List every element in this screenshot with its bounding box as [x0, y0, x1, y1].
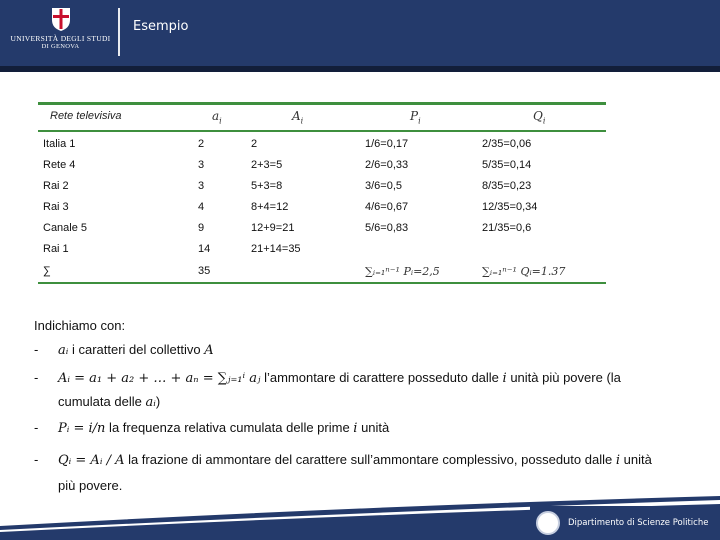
- cell-A: 2+3=5: [251, 159, 283, 171]
- note-text: l’ammontare di carattere posseduto dalle: [260, 370, 503, 385]
- symbol-i: i: [615, 453, 620, 468]
- header-divider: [118, 8, 120, 56]
- note-text: cumulata delle: [58, 394, 146, 409]
- symbol-i: i: [502, 371, 507, 386]
- notes-intro: Indichiamo con:: [34, 318, 126, 333]
- cell-A: 8+4=12: [251, 201, 289, 213]
- note-text: i caratteri del collettivo: [68, 342, 205, 357]
- note-item-P: [34, 416, 389, 440]
- sum-Q-formula: ∑ᵢ₌₁ⁿ⁻¹ Qᵢ=1.37: [482, 265, 566, 278]
- table-header-rule: [38, 130, 606, 132]
- cell-A: 12+9=21: [251, 222, 295, 234]
- note-text: ): [155, 394, 161, 409]
- bullet: -: [34, 342, 39, 357]
- cell-Q: 5/35=0,14: [482, 159, 532, 171]
- sum-symbol: ∑: [43, 265, 51, 277]
- cell-a: 3: [198, 159, 205, 171]
- cell-name: Rai 1: [43, 243, 69, 255]
- header-a-i: $a_i$: [212, 109, 222, 126]
- table-row: [38, 135, 606, 156]
- note-text: unità: [357, 420, 390, 435]
- cell-P: 2/6=0,33: [365, 159, 409, 171]
- department-seal-icon: [536, 511, 560, 535]
- table-sum-row: [38, 262, 606, 283]
- table-row: [38, 177, 606, 198]
- cell-P: 5/6=0,83: [365, 222, 409, 234]
- cell-P: 1/6=0,17: [365, 138, 409, 150]
- note-text: la frequenza relativa cumulata delle prime: [105, 420, 354, 435]
- note-text: unità: [620, 452, 652, 467]
- cell-Q: 8/35=0,23: [482, 180, 532, 192]
- header-Q-i: $Q_i$: [533, 109, 546, 126]
- data-table: [38, 102, 606, 286]
- cell-name: Rai 3: [43, 201, 69, 213]
- header-rete-televisiva: Rete televisiva: [50, 110, 122, 122]
- department-name: Dipartimento di Scienze Politiche: [568, 518, 709, 528]
- cell-a: 14: [198, 243, 211, 255]
- slide-title: Esempio: [133, 19, 189, 34]
- logo-line-2: DI GENOVA: [41, 43, 80, 50]
- symbol-a-i: aᵢ: [58, 343, 69, 358]
- cell-A: 5+3=8: [251, 180, 283, 192]
- crest-icon: [50, 6, 72, 32]
- bullet: -: [34, 370, 39, 385]
- formula-Q-i: Qᵢ = Aᵢ / A: [58, 453, 125, 468]
- table-row: [38, 240, 606, 261]
- note-item-Q: [34, 448, 652, 472]
- cell-name: Italia 1: [43, 138, 76, 150]
- cell-name: Rete 4: [43, 159, 76, 171]
- table-top-rule: [38, 102, 606, 105]
- notes-section: [34, 314, 694, 494]
- cell-name: Rai 2: [43, 180, 69, 192]
- table-row: [38, 156, 606, 177]
- symbol-A: A: [204, 343, 214, 358]
- note-text: la frazione di ammontare del carattere sull’ammontare complessivo, posseduto dalle: [124, 452, 616, 467]
- symbol-a-i: aᵢ: [145, 395, 156, 410]
- note-text: più povere.: [58, 478, 123, 493]
- table-bottom-rule: [38, 282, 606, 284]
- cell-a: 4: [198, 201, 205, 213]
- cell-P: 3/6=0,5: [365, 180, 403, 192]
- formula-A-i: Aᵢ = a₁ + a₂ + … + aₙ = ∑ⱼ₌₁ⁱ aⱼ: [58, 371, 261, 386]
- cell-a: 9: [198, 222, 205, 234]
- table-row: [38, 198, 606, 219]
- cell-Q: 12/35=0,34: [482, 201, 538, 213]
- bullet: -: [34, 452, 39, 467]
- cell-a: 2: [198, 138, 205, 150]
- header-P-i: $P_i$: [410, 109, 421, 126]
- header-A-i: $A_i$: [292, 109, 304, 126]
- header-stripe: [0, 66, 720, 72]
- note-item-a: [34, 338, 214, 362]
- cell-Q: 21/35=0,6: [482, 222, 532, 234]
- logo-line-1: UNIVERSITÀ DEGLI STUDI: [10, 34, 111, 43]
- sum-P-formula: ∑ᵢ₌₁ⁿ⁻¹ Pᵢ=2,5: [365, 265, 440, 278]
- slide-header: [0, 0, 720, 68]
- sum-a: 35: [198, 265, 211, 277]
- note-item-A-cont: [34, 390, 160, 414]
- note-item-A: [34, 366, 621, 390]
- cell-A: 2: [251, 138, 258, 150]
- cell-P: 4/6=0,67: [365, 201, 409, 213]
- symbol-i: i: [353, 421, 358, 436]
- table-row: [38, 219, 606, 240]
- cell-Q: 2/35=0,06: [482, 138, 532, 150]
- bullet: -: [34, 420, 39, 435]
- cell-a: 3: [198, 180, 205, 192]
- university-logo: [8, 6, 113, 60]
- cell-A: 21+14=35: [251, 243, 301, 255]
- cell-name: Canale 5: [43, 222, 88, 234]
- note-text: unità più povere (la: [506, 370, 621, 385]
- formula-P-i: Pᵢ = i/n: [58, 421, 106, 436]
